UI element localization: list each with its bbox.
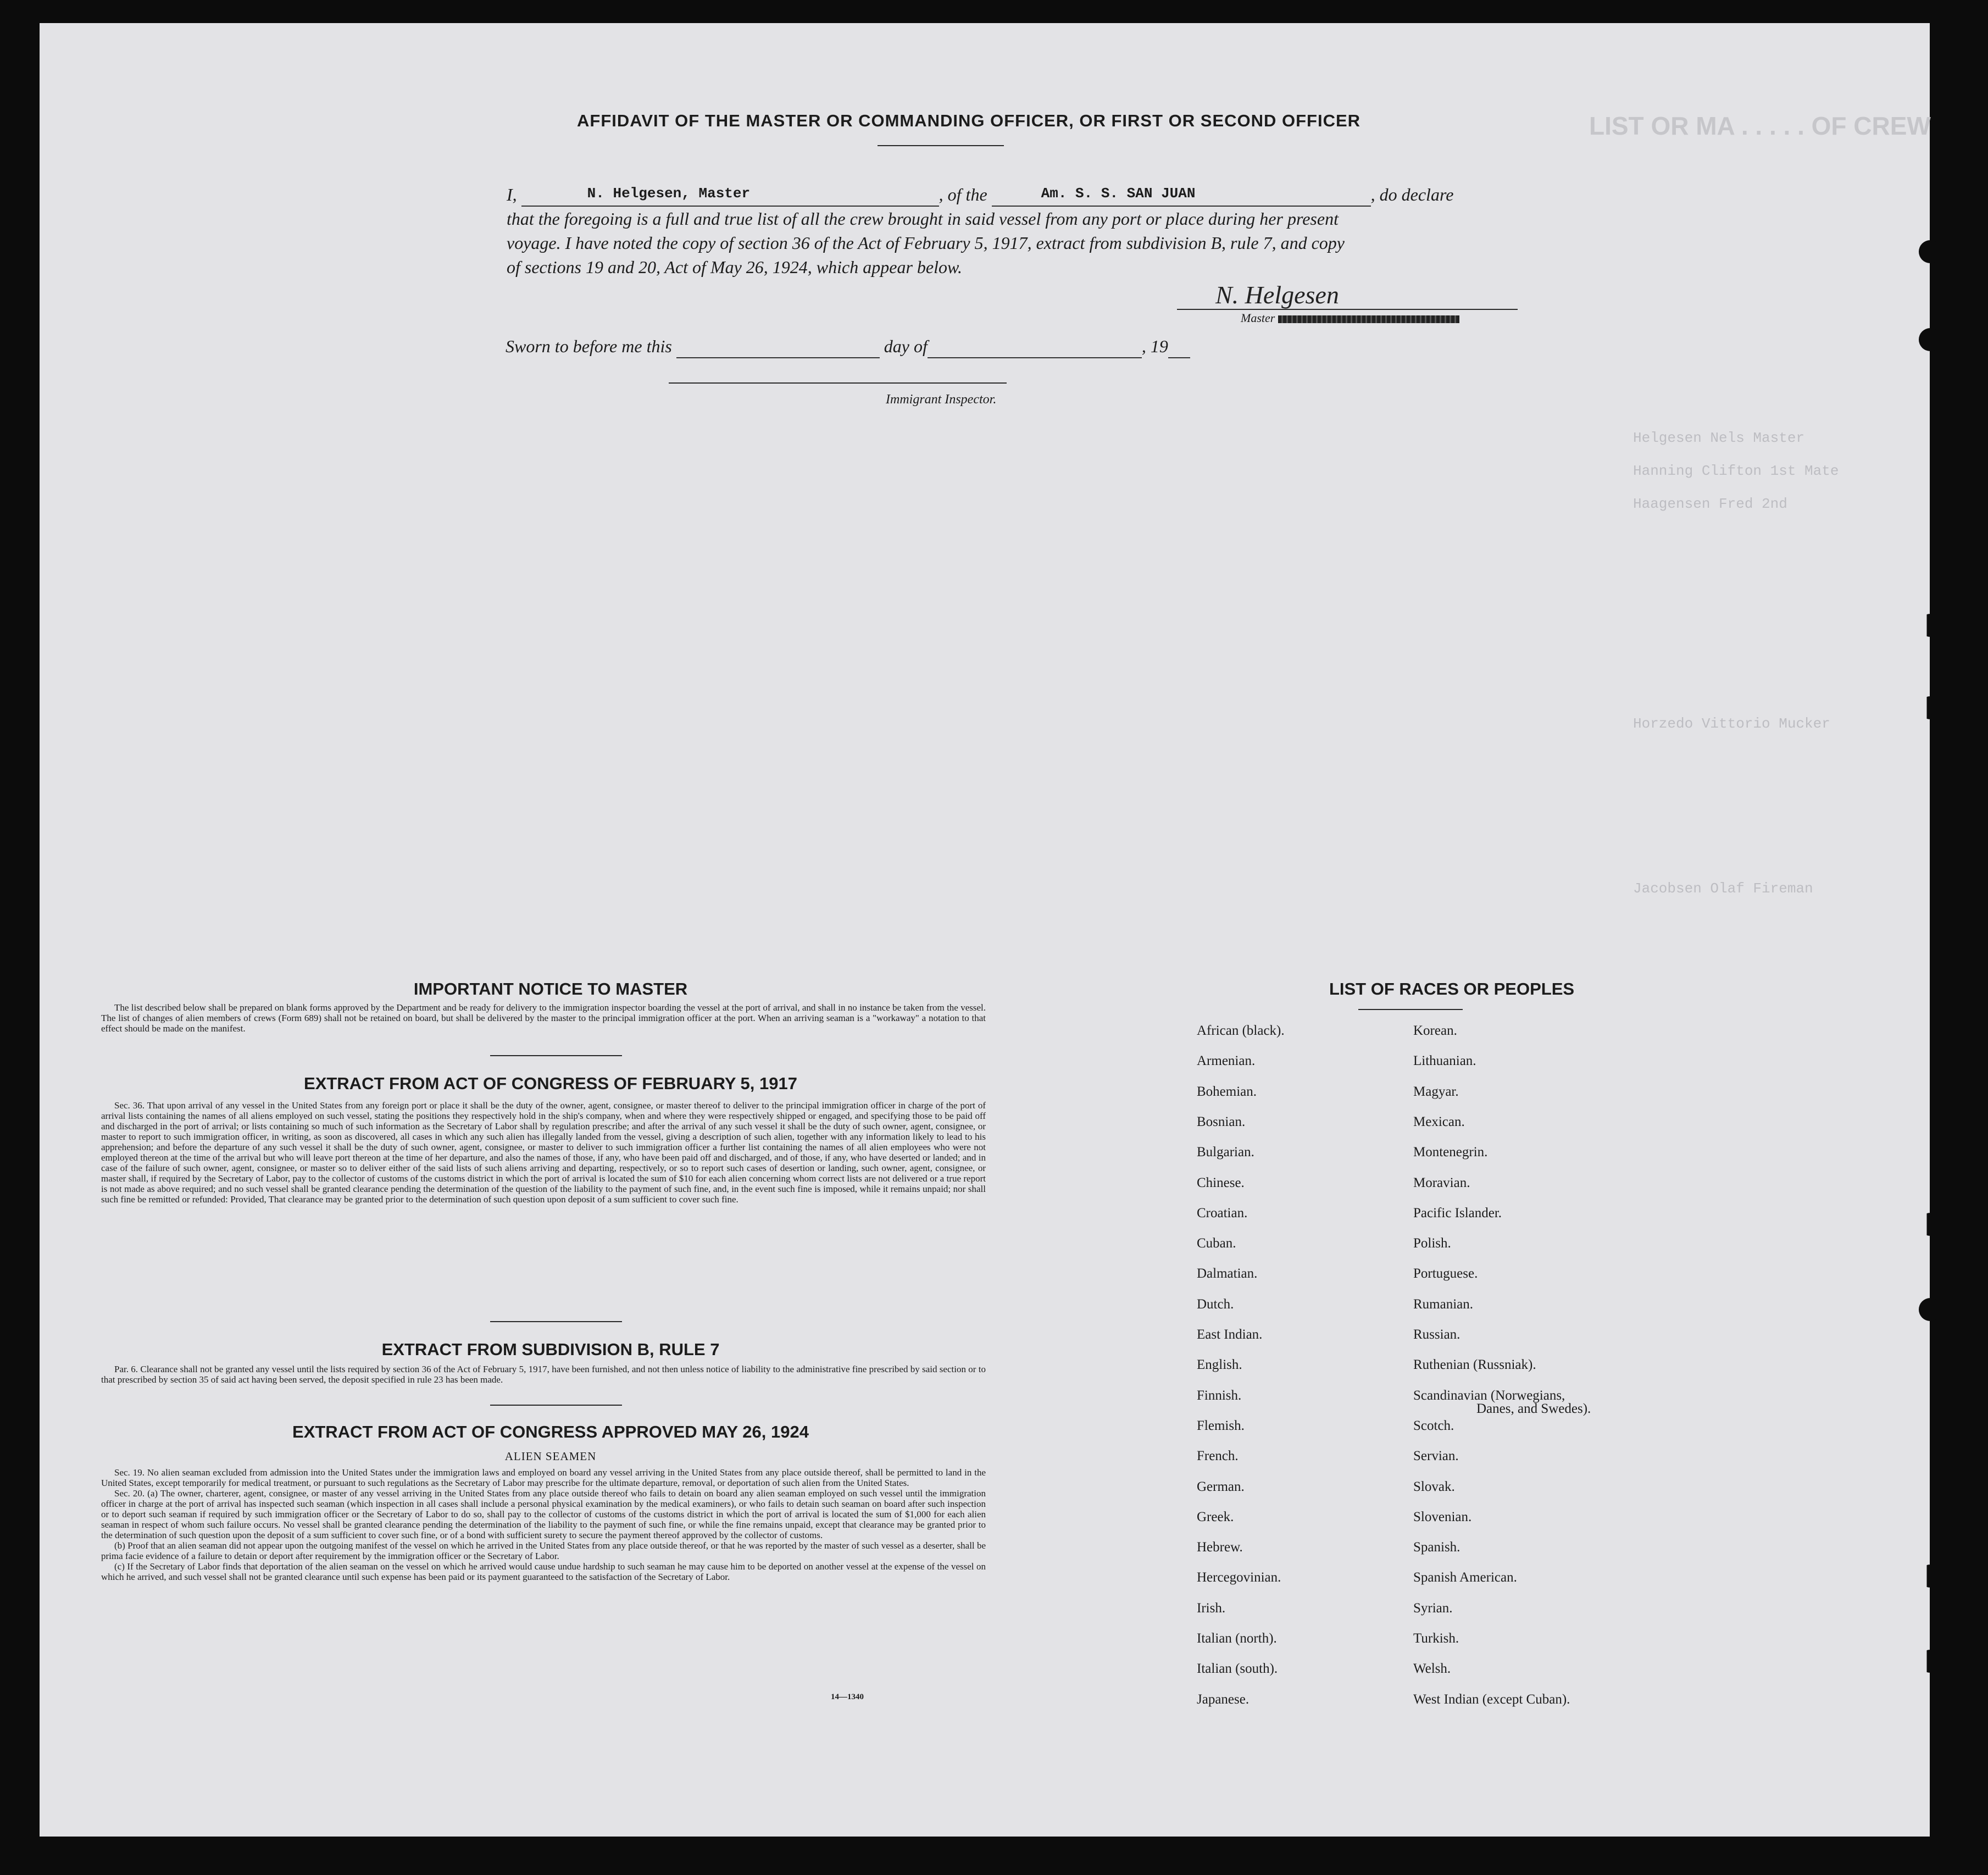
- race-item: Welsh.: [1413, 1661, 1451, 1677]
- binder-hole-icon: [1919, 696, 1942, 719]
- race-item: Pacific Islander.: [1413, 1205, 1502, 1221]
- bleed-through-row: Hanning Clifton 1st Mate: [1633, 463, 1839, 479]
- section-20b-text: (b) Proof that an alien seaman did not appear upon the outgoing manifest of the vessel on which he arrived in the United States from any place outside thereof, or that he was reported by the master of such vessel as a deserter, shall be prima facie evidence of a failure to detain or deport after requirement by the immigration officer or the Secretary of Labor.: [101, 1540, 986, 1561]
- race-item: Spanish American.: [1413, 1570, 1517, 1585]
- affidavit-title: AFFIDAVIT OF THE MASTER OR COMMANDING OFFICER, OR FIRST OR SECOND OFFICER: [577, 111, 1361, 130]
- race-item: Hebrew.: [1197, 1540, 1243, 1555]
- race-item: African (black).: [1197, 1023, 1285, 1038]
- bleed-through-row: Haagensen Fred 2nd: [1633, 496, 1787, 512]
- binder-hole-icon: [1919, 1650, 1942, 1673]
- race-item: Bohemian.: [1197, 1084, 1257, 1099]
- bleed-through-row: Jacobsen Olaf Fireman: [1633, 880, 1813, 897]
- race-item: Ruthenian (Russniak).: [1413, 1357, 1536, 1373]
- race-item: Dalmatian.: [1197, 1266, 1258, 1282]
- race-item: Magyar.: [1413, 1084, 1459, 1099]
- race-item: Japanese.: [1197, 1691, 1250, 1707]
- race-item: Greek.: [1197, 1509, 1234, 1524]
- race-item: German.: [1197, 1479, 1245, 1494]
- sworn-day-field: [676, 333, 880, 358]
- declaration-line-1: I, N. Helgesen, Master , of the Am. S. S. SAN JUAN , do declare: [507, 179, 1578, 207]
- sworn-year-field: [1168, 333, 1190, 358]
- race-item: Spanish.: [1413, 1540, 1461, 1555]
- important-notice-body: The list described below shall be prepared on blank forms approved by the Department and be ready for delivery to the immigration inspector boarding the vessel at the port of arrival, and shall in no instance be taken from the vessel. The list of changes of alien members of crews (Form 689) shall not be retained on board, but shall be delivered by the master to the principal immigration officer at the port. When an arriving seaman is a "workaway" a notation to that effect should be made on the manifest.: [101, 1002, 986, 1034]
- inspector-signature-line: [669, 382, 1007, 384]
- binder-hole-icon: [1919, 614, 1942, 637]
- race-item: Turkish.: [1413, 1631, 1459, 1646]
- declaration-line-3: voyage. I have noted the copy of section 36 of the Act of February 5, 1917, extract from subdivision B, rule 7, and copy: [507, 233, 1345, 253]
- race-item: Montenegrin.: [1413, 1145, 1488, 1160]
- master-signature: N. Helgesen: [1215, 281, 1339, 309]
- race-item: Slovak.: [1413, 1479, 1455, 1494]
- race-item: Irish.: [1197, 1600, 1226, 1616]
- races-divider: [1358, 1009, 1463, 1010]
- binder-hole-icon: [1919, 328, 1942, 351]
- sworn-month-field: [928, 333, 1142, 358]
- binder-hole-icon: [1919, 240, 1942, 263]
- race-item: Scandinavian (Norwegians,: [1413, 1388, 1565, 1403]
- binder-hole-icon: [1919, 1298, 1942, 1321]
- signature-caption: Master: [1241, 311, 1459, 325]
- race-item: Moravian.: [1413, 1175, 1470, 1190]
- extract-1924-title: EXTRACT FROM ACT OF CONGRESS APPROVED MAY 26, 1924: [292, 1422, 809, 1441]
- race-item: Italian (south).: [1197, 1661, 1278, 1677]
- declaration-line-4: of sections 19 and 20, Act of May 26, 1924, which appear below.: [507, 257, 962, 277]
- races-title: LIST OF RACES OR PEOPLES: [1329, 979, 1575, 998]
- race-item: Armenian.: [1197, 1053, 1256, 1069]
- sworn-line: Sworn to before me this day of , 19: [506, 333, 1190, 358]
- master-name-field: N. Helgesen, Master: [587, 185, 751, 202]
- race-item: Italian (north).: [1197, 1631, 1277, 1646]
- race-item: Russian.: [1413, 1327, 1461, 1342]
- bleed-through-heading: LIST OR MA . . . . . OF CREW: [1589, 112, 1931, 140]
- extract-1924-body: [101, 1467, 986, 1582]
- bleed-through-row: Horzedo Vittorio Mucker: [1633, 715, 1830, 732]
- title-divider: [878, 145, 1004, 146]
- race-item: Scotch.: [1413, 1418, 1454, 1433]
- binder-hole-icon: [1919, 1213, 1942, 1236]
- race-item: Flemish.: [1197, 1418, 1245, 1433]
- form-number: 14—1340: [831, 1693, 864, 1701]
- race-item: Polish.: [1413, 1236, 1451, 1251]
- important-notice-title: IMPORTANT NOTICE TO MASTER: [413, 979, 688, 998]
- inspector-label: Immigrant Inspector.: [886, 392, 997, 407]
- race-item: Bosnian.: [1197, 1114, 1246, 1129]
- race-item: Korean.: [1413, 1023, 1457, 1038]
- affidavit-declaration: [507, 179, 1578, 279]
- race-item: Dutch.: [1197, 1296, 1234, 1312]
- struck-out-title: [1278, 315, 1459, 323]
- signature-line: [1177, 309, 1518, 310]
- race-item: Syrian.: [1413, 1600, 1453, 1616]
- race-item: Slovenian.: [1413, 1509, 1472, 1524]
- race-item: Danes, and Swedes).: [1476, 1401, 1591, 1416]
- race-item: Servian.: [1413, 1449, 1459, 1464]
- race-item: Cuban.: [1197, 1236, 1236, 1251]
- race-item: English.: [1197, 1357, 1242, 1373]
- document-sheet: [40, 23, 1930, 1837]
- section-20a-text: Sec. 20. (a) The owner, charterer, agent, consignee, or master of any vessel arriving in the United States from any place outside thereof who fails to detain on board any alien seaman employed on such vessel until the immigration officer in charge at the port of arrival has inspected such seaman (which inspection in all cases shall include a personal physical examination by the medical examiners), or who fails to detain such seaman on board after such inspection or to deport such seaman if required by such immigration officer or the Secretary of Labor to do so, shall pay to the collector of customs of the customs district in which the port of arrival is located the sum of $1,000 for each alien seaman in respect of whom such failure occurs. No vessel shall be granted clearance pending the determination of the liability to the payment of such fine, or while the fine remains unpaid, except that clearance may be granted prior to the determination of such question upon the deposit of a sum sufficient to cover such fine, or of a bond with sufficient surety to secure the payment thereof approved by the collector of customs.: [101, 1488, 986, 1540]
- bleed-through-row: Helgesen Nels Master: [1633, 430, 1805, 446]
- race-item: Portuguese.: [1413, 1266, 1478, 1282]
- race-item: West Indian (except Cuban).: [1413, 1691, 1570, 1707]
- declaration-line-2: that the foregoing is a full and true list of all the crew brought in said vessel from any port or place during her present: [507, 209, 1339, 229]
- binder-hole-icon: [1919, 1565, 1942, 1588]
- section-divider: [490, 1055, 622, 1056]
- race-item: Rumanian.: [1413, 1296, 1474, 1312]
- race-item: Finnish.: [1197, 1388, 1242, 1403]
- race-item: Croatian.: [1197, 1205, 1248, 1221]
- section-divider: [490, 1405, 622, 1406]
- race-item: Mexican.: [1413, 1114, 1465, 1129]
- extract-1924-subtitle: ALIEN SEAMEN: [504, 1450, 597, 1463]
- vessel-name-field: Am. S. S. SAN JUAN: [1041, 185, 1196, 202]
- section-19-text: Sec. 19. No alien seaman excluded from admission into the United States under the immigration laws and employed on board any vessel arriving in the United States from any place outside thereof, shall be permitted to land in the United States, except temporarily for medical treatment, or pursuant to such regulations as the Secretary of Labor may prescribe for the ultimate departure, removal, or deportation of such alien from the United States.: [101, 1467, 986, 1488]
- section-20c-text: (c) If the Secretary of Labor finds that deportation of the alien seaman on the vessel on which he arrived would cause undue hardship to such seaman he may cause him to be deported on another vessel at the expense of the vessel on which he arrived, and such vessel shall not be granted clearance until such expense has been paid or its payment guaranteed to the satisfaction of the Secretary of Labor.: [101, 1561, 986, 1582]
- race-item: French.: [1197, 1449, 1239, 1464]
- race-item: Lithuanian.: [1413, 1053, 1476, 1069]
- extract-1917-body: Sec. 36. That upon arrival of any vessel in the United States from any foreign port or place it shall be the duty of the owner, agent, consignee, or master thereof to deliver to the principal immigration officer in charge of the port of arrival lists containing the names of all aliens employed on such vessel, stating the positions they respectively hold in the ship's company, when and where they were respectively shipped or engaged, and specifying those to be paid off and discharged in the port of arrival; or lists containing so much of such information as the Secretary of Labor shall by regulation prescribe; and after the arrival of any such vessel it shall be the duty of such owner, agent, consignee, or master to report to such immigration officer, in writing, as soon as discovered, all cases in which any such alien has illegally landed from the vessel, giving a description of such alien, together with any information likely to lead to his apprehension; and before the departure of any such vessel it shall be the duty of such owner, agent, consignee, or master to deliver to such immigration officer a further list containing the names of all alien employees who were not employed thereon at the time of the arrival but who will leave port thereon at the time of her departure, and also the names of those, if any, who have been paid off and discharged, and of those, if any, who have deserted or landed; and in case of the failure of such owner, agent, consignee, or master so to deliver either of the said lists of such aliens arriving and departing, respectively, or so to report such cases of desertion or landing, such owner, agent, consignee, or master shall, if required by the Secretary of Labor, pay to the collector of customs of the customs district in which the port of arrival is located the sum of $10 for each alien concerning whom correct lists are not delivered or a true report is not made as above required; and no such vessel shall be granted clearance pending the determination of the question of the liability to the payment of such fine, and, in the event such fine is imposed, while it remains unpaid; nor shall such fine be remitted or refunded: Provided, That clearance may be granted prior to the determination of such question upon deposit of a sum sufficient to cover such fine.: [101, 1100, 986, 1205]
- section-divider: [490, 1321, 622, 1322]
- race-item: Bulgarian.: [1197, 1145, 1254, 1160]
- extract-rule7-title: EXTRACT FROM SUBDIVISION B, RULE 7: [381, 1340, 720, 1359]
- extract-1917-title: EXTRACT FROM ACT OF CONGRESS OF FEBRUARY 5, 1917: [304, 1074, 797, 1093]
- extract-rule7-body: Par. 6. Clearance shall not be granted any vessel until the lists required by section 36 of the Act of February 5, 1917, have been furnished, and not then unless notice of liability to the administrative fine prescribed by said section or to that prescribed by section 35 of said act having been served, the deposit specified in rule 23 has been made.: [101, 1364, 986, 1385]
- race-item: Hercegovinian.: [1197, 1570, 1281, 1585]
- race-item: Chinese.: [1197, 1175, 1245, 1190]
- race-item: East Indian.: [1197, 1327, 1263, 1342]
